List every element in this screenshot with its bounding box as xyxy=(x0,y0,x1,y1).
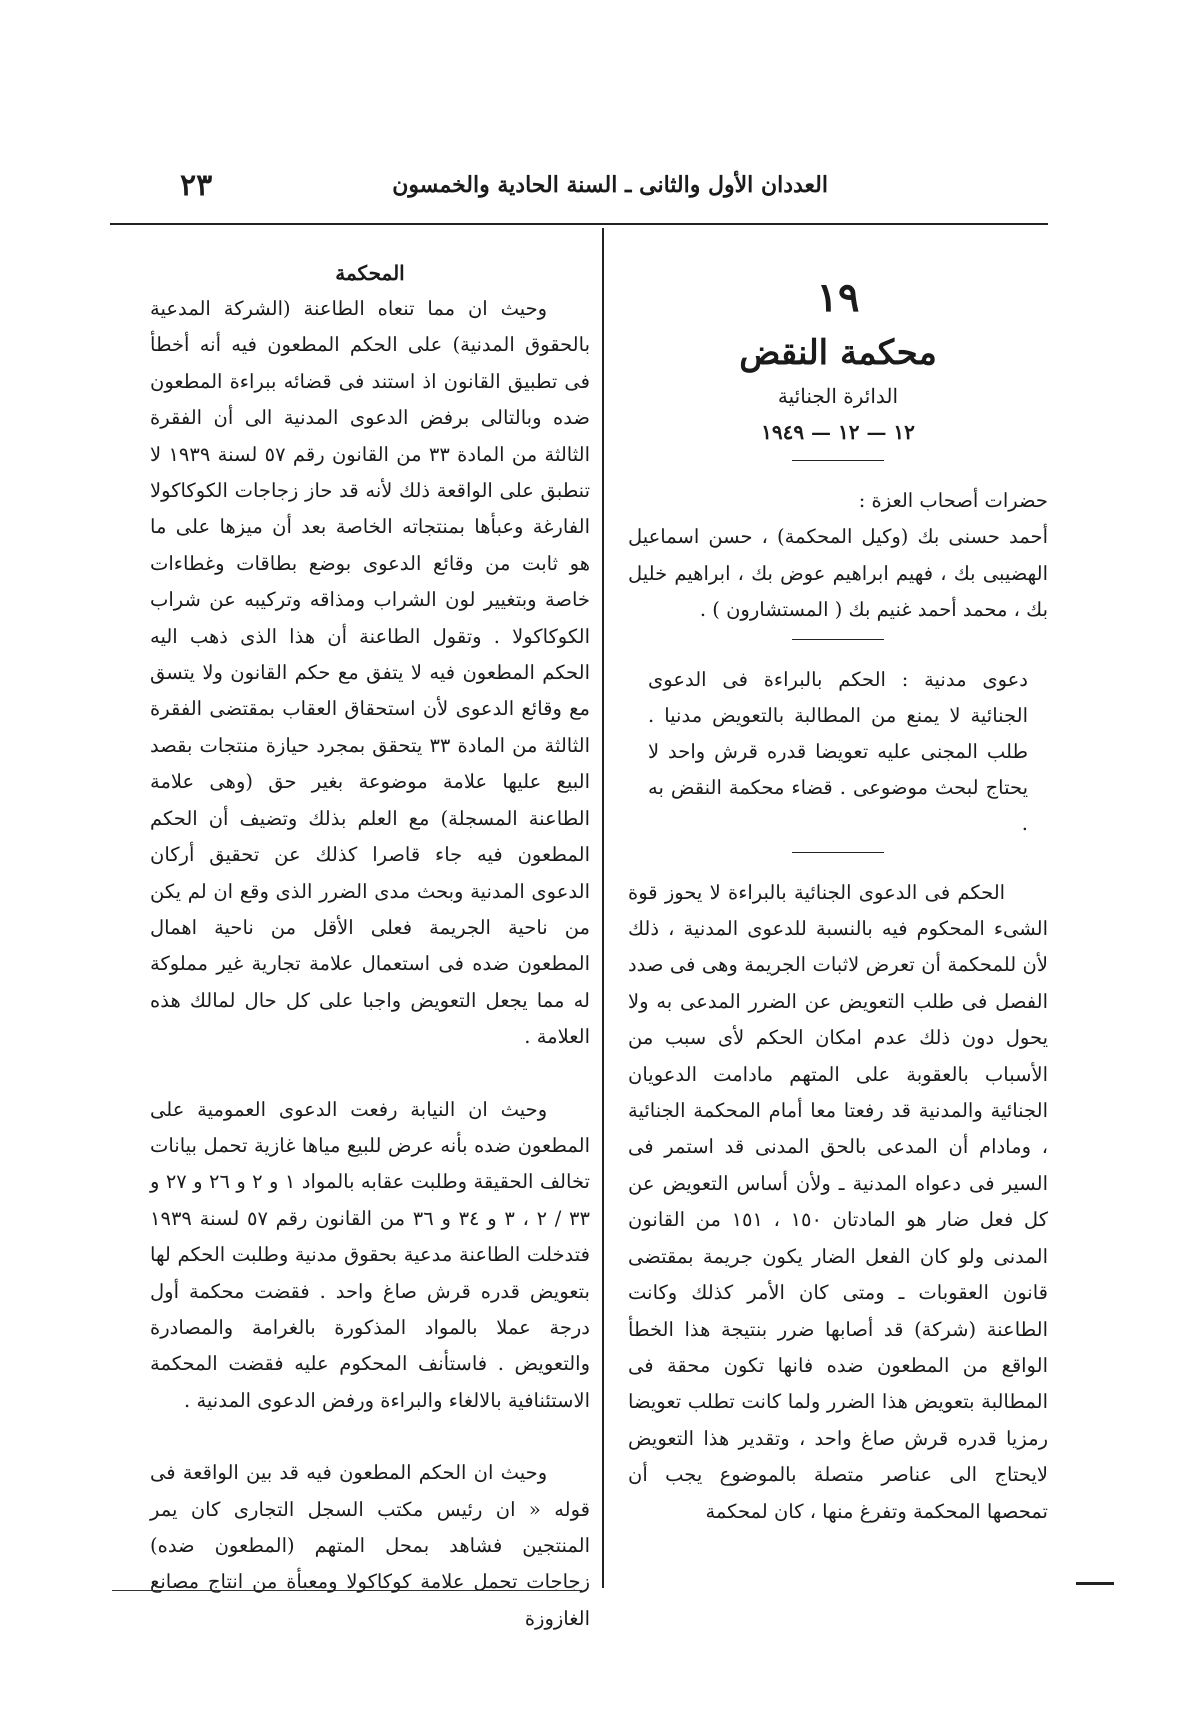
column-divider xyxy=(602,228,604,1588)
paragraph: وحيث ان مما تنعاه الطاعنة (الشركة المدعية بالحقوق المدنية) على الحكم المطعون فيه أنه أخطأ فى تطبيق القانون اذ استند فى قضائه ببراءة المطعون ضده وبالتالى برفض الدعوى المدنية الى أن الفقرة الثالثة من المادة ٣٣ من القانون رقم ٥٧ لسنة ١٩٣٩ لا تنطبق على الواقعة ذلك لأنه قد حاز زجاجات الكوكاكولا الفارغة وعبأها بمنتجاته الخاصة بعد أن ميزها على ما هو ثابت من وقائع الدعوى بوضع بطاقات وغطاءات خاصة وبتغيير لون الشراب ومذاقه وتركيبه عن شراب الكوكاكولا . وتقول الطاعنة أن هذا الذى ذهب اليه الحكم المطعون فيه لا يتفق مع حكم القانون ولا يتسق مع وقائع الدعوى لأن استحقاق العقاب بمقتضى الفقرة الثالثة من المادة ٣٣ يتحقق بمجرد حيازة منتجات بقصد البيع عليها علامة موضوعة بغير حق (وهى علامة الطاعنة المسجلة) مع العلم بذلك وتضيف أن الحكم المطعون فيه جاء قاصرا كذلك عن تحقيق أركان الدعوى المدنية وبحث مدى الضرر الذى وقع ان لم يكن من ناحية الجريمة فعلى الأقل من ناحية اهمال المطعون ضده فى استعمال علامة تجارية غير مملوكة له مما يجعل التعويض واجبا على كل حال لمالك هذه العلامة . xyxy=(150,297,590,1049)
paragraph-gap xyxy=(150,1419,590,1455)
section-heading: المحكمة xyxy=(335,261,405,285)
divider xyxy=(792,460,884,461)
page-number: ٢٣ xyxy=(180,168,213,203)
case-summary: دعوى مدنية : الحكم بالبراءة فى الدعوى الجنائية لا يمنع من المطالبة بالتعويض مدنيا . طلب المجنى عليه تعويضا قدره قرش واحد لا يحتاج لبحث موضوعى . قضاء محكمة النقض به . xyxy=(648,667,1028,835)
continuation-mark xyxy=(1076,1582,1114,1585)
page-header xyxy=(110,168,1060,212)
paragraph-gap xyxy=(150,1056,590,1092)
case-number: ١٩ xyxy=(816,274,860,321)
court-name: محكمة النقض xyxy=(739,333,937,373)
divider xyxy=(792,639,884,640)
case-body: الحكم فى الدعوى الجنائية بالبراءة لا يحوز قوة الشىء المحكوم فيه بالنسبة للدعوى المدنية ، ذلك لأن للمحكمة أن تعرض لاثبات الجريمة وهى فى صدد الفصل فى طلب التعويض عن الضرر المدعى به ولا يحول دون ذلك عدم امكان الحكم لأى سبب من الأسباب بالعقوبة على المتهم مادامت الدعويان الجنائية والمدنية قد رفعتا معا أمام المحكمة الجنائية ، ومادام أن المدعى بالحق المدنى قد استمر فى السير فى دعواه المدنية ـ ولأن أساس التعويض عن كل فعل ضار هو المادتان ١٥٠ ، ١٥١ من القانون المدنى ولو كان الفعل الضار يكون جريمة بمقتضى قانون العقوبات ـ ومتى كان الأمر كذلك وكانت الطاعنة (شركة) قد أصابها ضرر بنتيجة هذا الخطأ الواقع من المطعون ضده فانها تكون محقة فى المطالبة بتعويض هذا الضرر ولما كانت تطلب تعويضا رمزيا قدره قرش صاغ واحد ، وتقدير هذا التعويض لايحتاج الى عناصر متصلة بالموضوع يجب أن تمحصها المحكمة وتفرغ منها ، كان لمحكمة xyxy=(628,880,1049,1523)
right-column xyxy=(628,268,1048,1530)
circuit-name: الدائرة الجنائية xyxy=(777,384,899,408)
judges-intro: حضرات أصحاب العزة : xyxy=(858,489,1048,512)
session-date: ١٢ — ١٢ — ١٩٤٩ xyxy=(761,420,915,444)
header-divider xyxy=(110,223,1048,225)
divider xyxy=(792,852,884,853)
paragraph: وحيث ان النيابة رفعت الدعوى العمومية على المطعون ضده بأنه عرض للبيع مياها غازية تحمل بيانات تخالف الحقيقة وطلبت عقابه بالمواد ١ و ٢ و ٢٦ و ٢٧ و ٣٣ / ٢ ، ٣ و ٣٤ و ٣٦ من القانون رقم ٥٧ لسنة ١٩٣٩ فتدخلت الطاعنة مدعية بحقوق مدنية وطلبت الحكم لها بتعويض قدره قرش صاغ واحد . فقضت محكمة أول درجة عملا بالمواد المذكورة بالغرامة والمصادرة والتعويض . فاستأنف المحكوم عليه فقضت المحكمة الاستئنافية بالالغاء والبراءة ورفض الدعوى المدنية . xyxy=(150,1097,590,1412)
paragraph: وحيث ان الحكم المطعون فيه قد بين الواقعة فى قوله « ان رئيس مكتب السجل التجارى كان يمر المنتجين فشاهد بمحل المتهم (المطعون ضده) زجاجات تحمل علامة كوكاكولا ومعبأة من انتاج مصانع الغازوزة xyxy=(150,1461,590,1630)
header-title: العددان الأول والثانى ـ السنة الحادية والخمسون xyxy=(392,172,828,198)
judges-list: أحمد حسنى بك (وكيل المحكمة) ، حسن اسماعيل الهضيبى بك ، فهيم ابراهيم عوض بك ، ابراهيم خليل بك ، محمد أحمد غنيم بك ( المستشارون ) . xyxy=(628,525,1048,622)
page-bottom-rule xyxy=(112,1590,582,1591)
left-column xyxy=(150,255,590,1637)
